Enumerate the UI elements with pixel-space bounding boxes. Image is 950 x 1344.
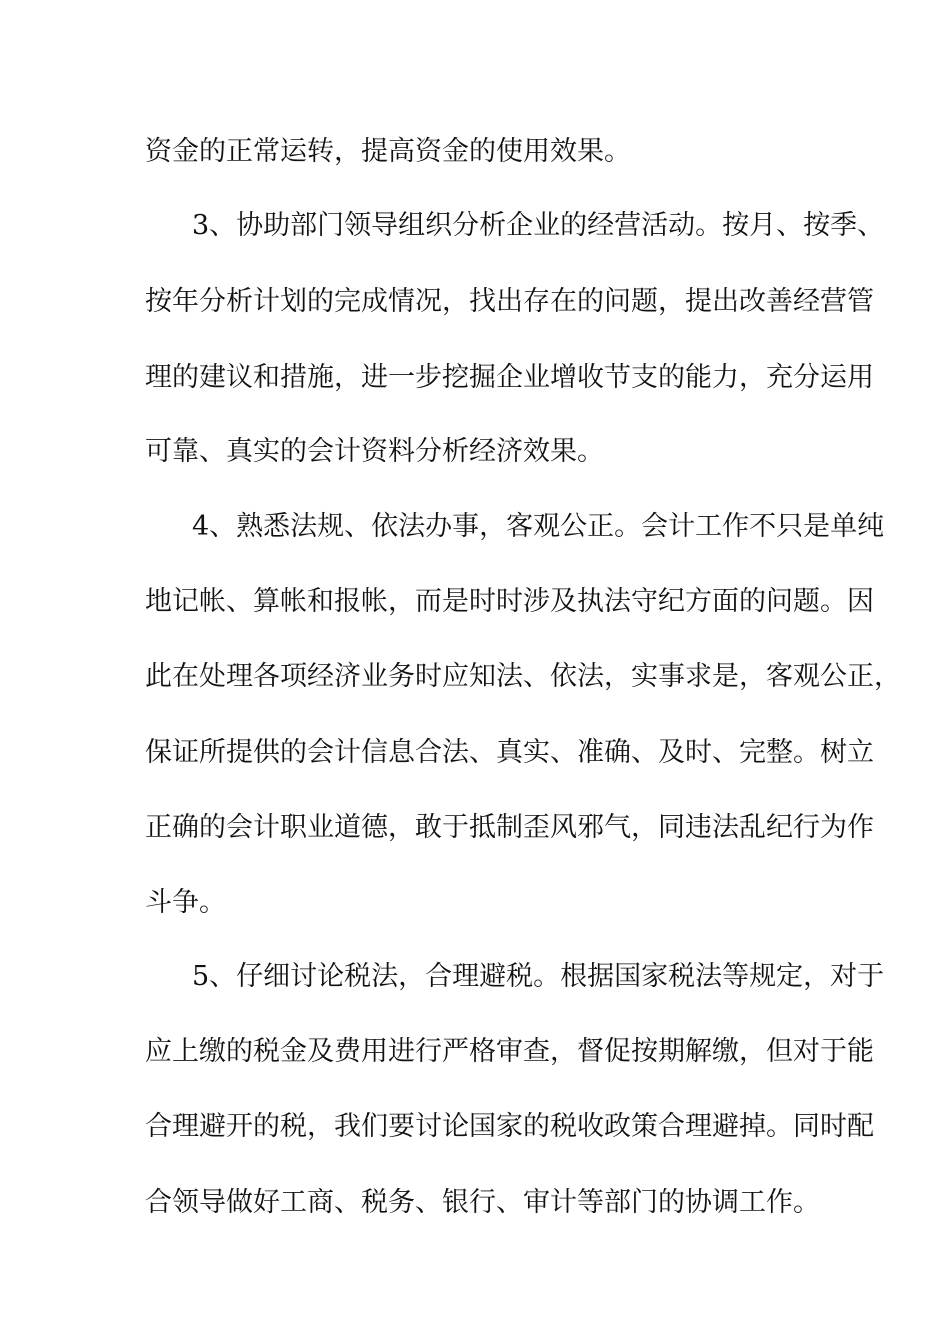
- text-line: 资金的正常运转，提高资金的使用效果。: [145, 136, 631, 167]
- text-line: 合领导做好工商、税务、银行、审计等部门的协调工作。: [145, 1187, 820, 1218]
- text-line: 5、仔细讨论税法，合理避税。根据国家税法等规定，对于: [192, 961, 885, 992]
- text-line: 地记帐、算帐和报帐，而是时时涉及执法守纪方面的问题。因: [145, 586, 874, 617]
- text-line: 应上缴的税金及费用进行严格审查，督促按期解缴，但对于能: [145, 1036, 874, 1067]
- text-line: 4、熟悉法规、依法办事，客观公正。会计工作不只是单纯: [192, 511, 885, 542]
- text-line: 斗争。: [145, 887, 226, 918]
- text-line: 理的建议和措施，进一步挖掘企业增收节支的能力，充分运用: [145, 362, 874, 393]
- text-line: 可靠、真实的会计资料分析经济效果。: [145, 436, 604, 467]
- text-line: 正确的会计职业道德，敢于抵制歪风邪气，同违法乱纪行为作: [145, 812, 874, 843]
- text-line: 此在处理各项经济业务时应知法、依法，实事求是，客观公正，: [145, 661, 901, 692]
- text-line: 按年分析计划的完成情况，找出存在的问题，提出改善经营管: [145, 286, 874, 317]
- text-line: 保证所提供的会计信息合法、真实、准确、及时、完整。树立: [145, 737, 874, 768]
- text-line: 3、协助部门领导组织分析企业的经营活动。按月、按季、: [192, 210, 885, 241]
- text-line: 合理避开的税，我们要讨论国家的税收政策合理避掉。同时配: [145, 1111, 874, 1142]
